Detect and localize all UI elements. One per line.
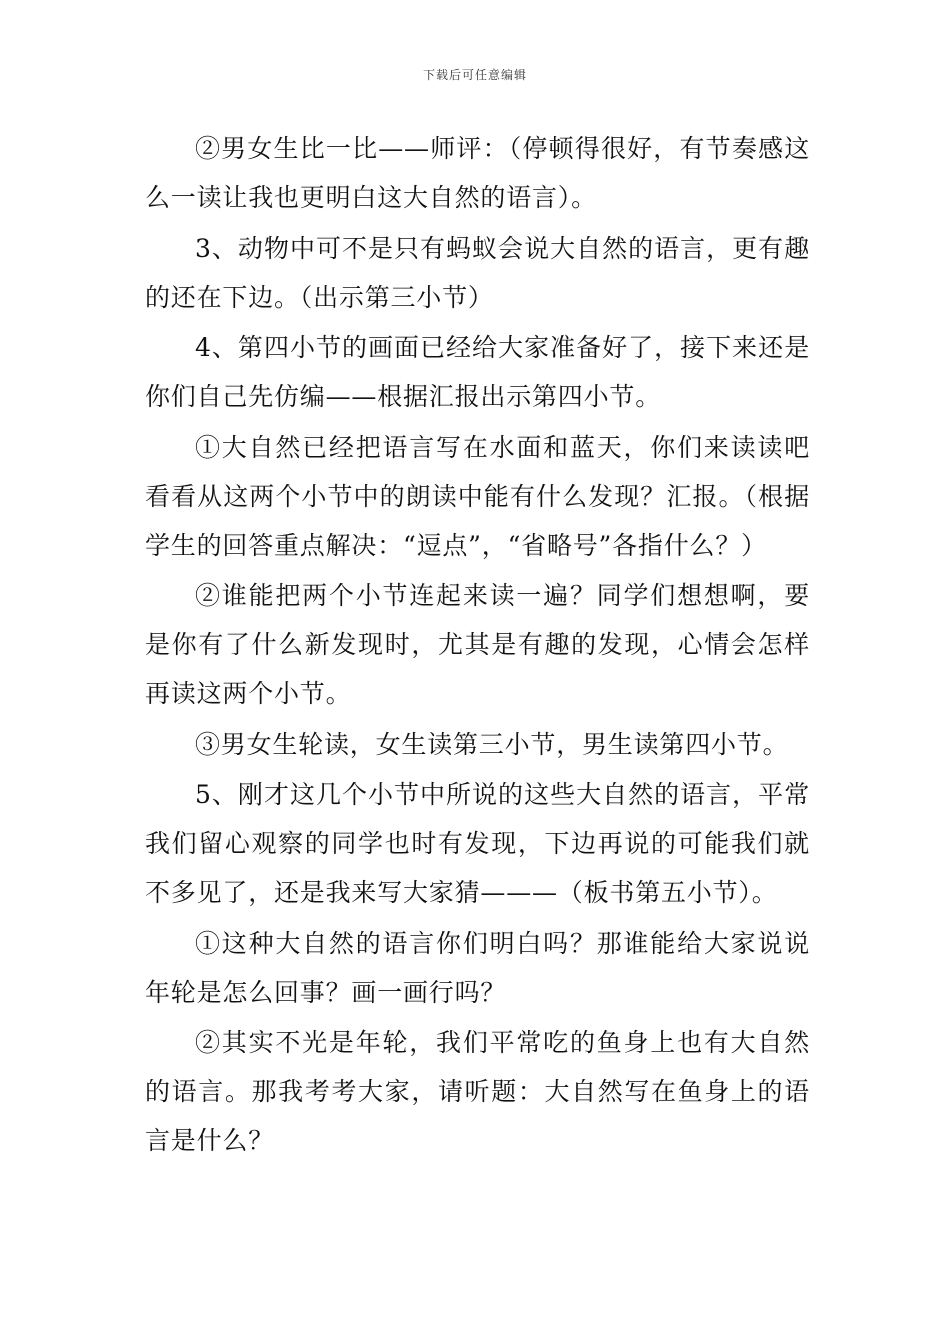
paragraph: ①这种大自然的语言你们明白吗？那谁能给大家说说年轮是怎么回事？画一画行吗？: [145, 928, 810, 1007]
paragraph: 4、第四小节的画面已经给大家准备好了，接下来还是你们自己先仿编——根据汇报出示第四小节。: [145, 333, 810, 411]
paragraph: ①大自然已经把语言写在水面和蓝天，你们来读读吧看看从这两个小节中的朗读中能有什么发现？汇报。（根据学生的回答重点解决：“逗点”，“省略号”各指什么？）: [145, 432, 810, 560]
paragraph: ②男女生比一比——师评：（停顿得很好，有节奏感这么一读让我也更明白这大自然的语言）。: [145, 134, 810, 212]
paragraph: ③男女生轮读，女生读第三小节，男生读第四小节。: [195, 729, 789, 759]
paragraph: 3、动物中可不是只有蚂蚁会说大自然的语言，更有趣的还在下边。（出示第三小节）: [145, 233, 810, 312]
document-body: [145, 124, 810, 1167]
paragraph: ②谁能把两个小节连起来读一遍？同学们想想啊，要是你有了什么新发现时，尤其是有趣的发现，心情会怎样再读这两个小节。: [145, 581, 810, 708]
paragraph: ②其实不光是年轮，我们平常吃的鱼身上也有大自然的语言。那我考考大家，请听题：大自然写在鱼身上的语言是什么？: [145, 1028, 810, 1155]
page-header: 下载后可任意编辑: [422, 68, 527, 82]
paragraph: 5、刚才这几个小节中所说的这些大自然的语言，平常我们留心观察的同学也时有发现，下边再说的可能我们就不多见了，还是我来写大家猜———（板书第五小节）。: [145, 780, 810, 907]
